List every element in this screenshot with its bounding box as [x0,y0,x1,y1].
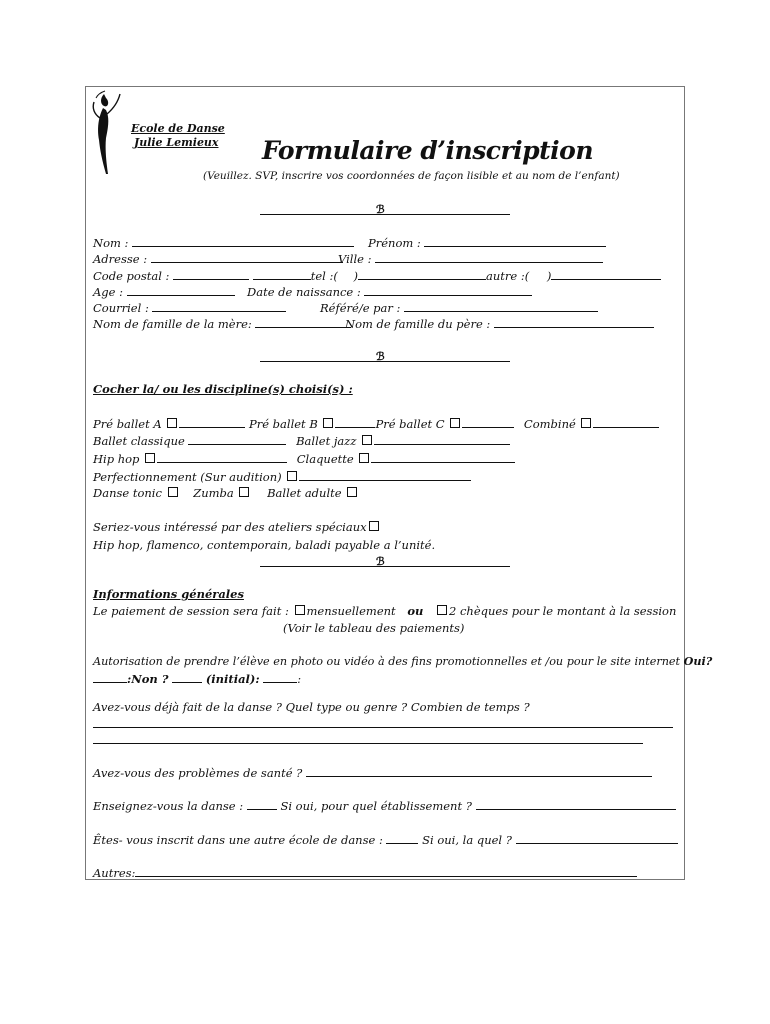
page-title: Formulaire d’inscription [262,136,594,165]
non-label: :Non ? [127,672,169,686]
ateliers-list: Hip hop, flamenco, contemporain, baladi payable a l’unité. [93,538,436,552]
nom-mere-label: Nom de famille de la mère: [93,317,252,331]
general-heading: Informations générales [93,587,244,601]
courriel-field[interactable] [152,300,286,312]
ville-field[interactable] [375,251,603,263]
autre-field[interactable] [551,268,661,280]
q-inscrit-label: Êtes- vous inscrit dans une autre école de danse : [93,833,383,847]
logo-text-line1: Ecole de Danse [131,122,225,135]
autre-close: ) [546,269,552,283]
ateliers-checkbox[interactable] [369,521,379,531]
autorisation-label: Autorisation de prendre l’élève en photo ou vidéo à des fins promotionnelles et /ou pour le site internet [93,655,681,668]
q-enseignez-label: Enseignez-vous la danse : [93,799,244,813]
code-postal-label: Code postal : [93,269,170,283]
dancer-logo-icon [88,88,124,178]
tel-field[interactable] [358,268,486,280]
row-hip-hop [93,451,515,466]
initial-label: (initial): [205,672,260,686]
zumba-checkbox[interactable] [239,487,249,497]
q-danse-line-2[interactable] [93,743,643,744]
row-prenom [368,235,606,250]
combine-label: Combiné [523,417,576,431]
divider [260,361,510,362]
q-danse-label: Avez-vous déjà fait de la danse ? Quel type ou genre ? Combien de temps ? [93,700,530,714]
pre-ballet-c-label: Pré ballet C [375,417,445,431]
date-naissance-field[interactable] [364,284,532,296]
adresse-field[interactable] [151,251,343,263]
danse-tonic-label: Danse tonic [93,486,162,500]
ornament-icon: ℬ [376,203,385,216]
row-nom-pere [345,316,654,331]
inscrit-field[interactable] [386,832,418,844]
ornament-icon: ℬ [376,555,385,568]
oui-label: Oui? [683,654,713,668]
disciplines-heading: Cocher la/ ou les discipline(s) choisi(s) : [93,382,353,396]
row-refere [320,300,598,315]
nom-field[interactable] [132,235,354,247]
logo-text-line2: Julie Lemieux [134,136,219,149]
perfectionnement-line [299,469,471,481]
pre-ballet-a-checkbox[interactable] [167,418,177,428]
perfectionnement-label: Perfectionnement (Sur audition) [93,470,282,484]
row-danse-tonic [93,486,359,500]
q-inscrit-2-label: Si oui, la quel ? [422,833,512,847]
ballet-adulte-checkbox[interactable] [347,487,357,497]
claquette-checkbox[interactable] [359,453,369,463]
etablissement-field[interactable] [476,798,676,810]
age-label: Age : [93,285,124,299]
refere-field[interactable] [404,300,598,312]
pre-ballet-a-label: Pré ballet A [93,417,162,431]
ornament-icon: ℬ [376,350,385,363]
non-field[interactable] [172,671,202,683]
row-ville [338,251,603,266]
deux-cheques-checkbox[interactable] [437,605,447,615]
nom-label: Nom : [93,236,129,250]
row-nom-mere [93,316,351,331]
row-adresse [93,251,343,266]
date-naissance-label: Date de naissance : [247,285,361,299]
divider [260,566,510,567]
row-courriel [93,300,286,315]
row-ballet-classique [93,433,510,448]
pre-ballet-b-line [335,416,375,428]
nom-pere-label: Nom de famille du père : [345,317,491,331]
paiement-label: Le paiement de session sera fait : [93,604,289,618]
pre-ballet-c-checkbox[interactable] [450,418,460,428]
prenom-field[interactable] [424,235,606,247]
sante-field[interactable] [306,765,652,777]
ballet-jazz-checkbox[interactable] [362,435,372,445]
row-date-naissance [247,284,532,299]
perfectionnement-checkbox[interactable] [287,471,297,481]
q-enseignez-2-label: Si oui, pour quel établissement ? [280,799,472,813]
courriel-label: Courriel : [93,301,149,315]
adresse-label: Adresse : [93,252,148,266]
combine-checkbox[interactable] [581,418,591,428]
row-autres [93,865,637,880]
voir-tableau: (Voir le tableau des paiements) [283,621,465,635]
mensuellement-label: mensuellement [306,604,396,618]
q-danse-line-1[interactable] [93,727,673,728]
pre-ballet-b-label: Pré ballet B [248,417,318,431]
ballet-jazz-line [374,433,510,445]
hip-hop-label: Hip hop [93,452,140,466]
ballet-adulte-label: Ballet adulte [267,486,342,500]
row-autorisation-2 [93,671,301,686]
age-field[interactable] [127,284,235,296]
ballet-classique-label: Ballet classique [93,434,185,448]
oui-field[interactable] [93,671,127,683]
divider [260,214,510,215]
hip-hop-line [157,451,287,463]
row-sante [93,765,652,780]
row-inscrit [93,832,678,847]
refere-label: Référé/e par : [320,301,401,315]
nom-mere-field[interactable] [255,316,351,328]
ateliers-label: Seriez-vous intéressé par des ateliers spéciaux [93,520,367,534]
pre-ballet-a-line [179,416,245,428]
page-subtitle: (Veuillez. SVP, inscrire vos coordonnées de façon lisible et au nom de l’enfant) [203,170,620,182]
row-pre-ballet [93,416,659,431]
tel-prefix-line [253,268,311,280]
enseignez-field[interactable] [247,798,277,810]
ou-label: ou [407,604,424,618]
tel-label: tel :( [310,269,338,283]
initial-field[interactable] [263,671,297,683]
tel-close: ) [353,269,359,283]
row-enseignez [93,798,676,813]
pre-ballet-c-line [462,416,514,428]
q-sante-label: Avez-vous des problèmes de santé ? [93,766,303,780]
autres-field[interactable] [135,865,637,877]
ballet-jazz-label: Ballet jazz [296,434,357,448]
row-nom [93,235,354,250]
row-code-postal [93,268,661,283]
initial-end: : [297,672,302,686]
autre-label: autre :( [486,269,530,283]
claquette-line [371,451,515,463]
row-age [93,284,235,299]
autres-label: Autres: [93,866,136,880]
hip-hop-checkbox[interactable] [145,453,155,463]
ballet-classique-line[interactable] [188,433,286,445]
code-postal-field[interactable] [173,268,249,280]
nom-pere-field[interactable] [494,316,654,328]
row-perfectionnement [93,469,471,484]
row-paiement [93,604,676,618]
claquette-label: Claquette [296,452,354,466]
lequel-field[interactable] [516,832,678,844]
mensuellement-checkbox[interactable] [295,605,305,615]
row-autorisation [93,654,712,668]
combine-line [593,416,659,428]
prenom-label: Prénom : [368,236,421,250]
danse-tonic-checkbox[interactable] [168,487,178,497]
row-ateliers [93,520,381,534]
deux-cheques-label: 2 chèques pour le montant à la session [449,604,677,618]
zumba-label: Zumba [193,486,234,500]
pre-ballet-b-checkbox[interactable] [323,418,333,428]
ville-label: Ville : [338,252,372,266]
